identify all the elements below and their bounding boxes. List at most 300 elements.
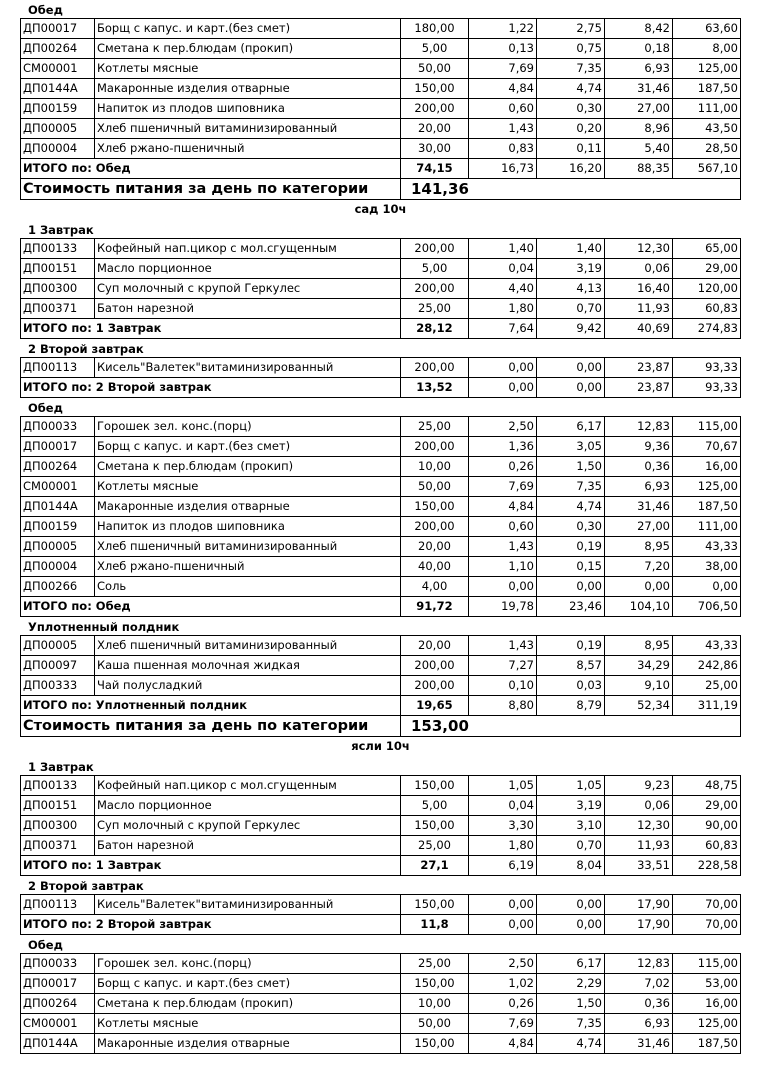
dish-protein: 0,83 xyxy=(469,139,537,159)
total-label: ИТОГО по: Обед xyxy=(21,159,401,179)
dish-qty: 20,00 xyxy=(401,119,469,139)
dish-row xyxy=(21,517,741,537)
total-label: ИТОГО по: Уплотненный полдник xyxy=(21,696,401,716)
dish-kcal: 65,00 xyxy=(673,239,741,259)
dish-fat: 4,74 xyxy=(537,1034,605,1054)
dish-carbs: 12,83 xyxy=(605,954,673,974)
meal-table xyxy=(20,894,741,935)
dish-code: ДП00004 xyxy=(21,557,95,577)
total-kcal: 70,00 xyxy=(673,915,741,935)
dish-fat: 8,57 xyxy=(537,656,605,676)
dish-kcal: 16,00 xyxy=(673,994,741,1014)
dish-code: ДП00264 xyxy=(21,39,95,59)
total-fat: 8,04 xyxy=(537,856,605,876)
dish-code: ДП00151 xyxy=(21,796,95,816)
dish-protein: 1,05 xyxy=(469,776,537,796)
dish-name: Батон нарезной xyxy=(95,836,401,856)
dish-fat: 3,10 xyxy=(537,816,605,836)
dish-carbs: 12,30 xyxy=(605,816,673,836)
dish-code: ДП00005 xyxy=(21,537,95,557)
dish-qty: 50,00 xyxy=(401,59,469,79)
dish-kcal: 115,00 xyxy=(673,954,741,974)
dish-protein: 0,04 xyxy=(469,259,537,279)
dish-carbs: 0,36 xyxy=(605,994,673,1014)
dish-row xyxy=(21,676,741,696)
day-cost-value: 141,36 xyxy=(401,179,741,200)
dish-name: Котлеты мясные xyxy=(95,477,401,497)
dish-code: ДП00264 xyxy=(21,994,95,1014)
total-label: ИТОГО по: 2 Второй завтрак xyxy=(21,915,401,935)
dish-protein: 0,00 xyxy=(469,577,537,597)
dish-carbs: 34,29 xyxy=(605,656,673,676)
dish-code: ДП00300 xyxy=(21,279,95,299)
dish-row xyxy=(21,1034,741,1054)
dish-qty: 200,00 xyxy=(401,358,469,378)
menu-report xyxy=(20,0,741,1054)
total-qty: 13,52 xyxy=(401,378,469,398)
dish-qty: 5,00 xyxy=(401,39,469,59)
dish-protein: 0,10 xyxy=(469,676,537,696)
dish-qty: 200,00 xyxy=(401,279,469,299)
dish-qty: 200,00 xyxy=(401,239,469,259)
dish-carbs: 9,36 xyxy=(605,437,673,457)
dish-fat: 2,29 xyxy=(537,974,605,994)
dish-name: Макаронные изделия отварные xyxy=(95,497,401,517)
dish-name: Соль xyxy=(95,577,401,597)
dish-qty: 10,00 xyxy=(401,457,469,477)
dish-qty: 200,00 xyxy=(401,656,469,676)
dish-name: Борщ с капус. и карт.(без смет) xyxy=(95,974,401,994)
dish-carbs: 5,40 xyxy=(605,139,673,159)
dish-qty: 4,00 xyxy=(401,577,469,597)
total-label: ИТОГО по: 1 Завтрак xyxy=(21,319,401,339)
dish-code: СМ00001 xyxy=(21,59,95,79)
dish-protein: 2,50 xyxy=(469,417,537,437)
dish-fat: 1,40 xyxy=(537,239,605,259)
dish-name: Кисель"Валетек"витаминизированный xyxy=(95,895,401,915)
dish-row xyxy=(21,259,741,279)
dish-carbs: 7,20 xyxy=(605,557,673,577)
dish-fat: 0,70 xyxy=(537,299,605,319)
dish-carbs: 11,93 xyxy=(605,836,673,856)
dish-row xyxy=(21,99,741,119)
meal-section-title: 1 Завтрак xyxy=(28,223,94,237)
dish-name: Горошек зел. конс.(порц) xyxy=(95,417,401,437)
dish-code: ДП00300 xyxy=(21,816,95,836)
dish-name: Масло порционное xyxy=(95,796,401,816)
total-protein: 19,78 xyxy=(469,597,537,617)
total-protein: 8,80 xyxy=(469,696,537,716)
total-kcal: 93,33 xyxy=(673,378,741,398)
total-protein: 6,19 xyxy=(469,856,537,876)
dish-name: Хлеб ржано-пшеничный xyxy=(95,139,401,159)
dish-kcal: 25,00 xyxy=(673,676,741,696)
day-cost-value: 153,00 xyxy=(401,716,741,737)
dish-kcal: 48,75 xyxy=(673,776,741,796)
total-kcal: 311,19 xyxy=(673,696,741,716)
dish-qty: 150,00 xyxy=(401,776,469,796)
dish-kcal: 8,00 xyxy=(673,39,741,59)
dish-protein: 1,80 xyxy=(469,299,537,319)
dish-name: Котлеты мясные xyxy=(95,1014,401,1034)
dish-qty: 200,00 xyxy=(401,99,469,119)
dish-fat: 0,30 xyxy=(537,99,605,119)
dish-row xyxy=(21,279,741,299)
total-protein: 0,00 xyxy=(469,378,537,398)
category-title: сад 10ч xyxy=(354,202,407,216)
dish-kcal: 70,67 xyxy=(673,437,741,457)
dish-protein: 7,69 xyxy=(469,59,537,79)
dish-name: Напиток из плодов шиповника xyxy=(95,517,401,537)
dish-kcal: 63,60 xyxy=(673,19,741,39)
section-total-row xyxy=(21,378,741,398)
dish-carbs: 23,87 xyxy=(605,358,673,378)
dish-qty: 25,00 xyxy=(401,299,469,319)
dish-name: Борщ с капус. и карт.(без смет) xyxy=(95,19,401,39)
dish-protein: 1,43 xyxy=(469,119,537,139)
dish-kcal: 125,00 xyxy=(673,59,741,79)
dish-kcal: 16,00 xyxy=(673,457,741,477)
dish-name: Напиток из плодов шиповника xyxy=(95,99,401,119)
dish-carbs: 6,93 xyxy=(605,59,673,79)
dish-carbs: 7,02 xyxy=(605,974,673,994)
meal-table xyxy=(20,953,741,1054)
dish-name: Борщ с капус. и карт.(без смет) xyxy=(95,437,401,457)
dish-code: ДП00017 xyxy=(21,437,95,457)
dish-code: ДП00005 xyxy=(21,636,95,656)
dish-kcal: 29,00 xyxy=(673,796,741,816)
dish-row xyxy=(21,299,741,319)
dish-fat: 4,13 xyxy=(537,279,605,299)
total-carbs: 17,90 xyxy=(605,915,673,935)
dish-kcal: 43,33 xyxy=(673,636,741,656)
dish-protein: 0,00 xyxy=(469,358,537,378)
dish-carbs: 0,18 xyxy=(605,39,673,59)
dish-code: ДП00033 xyxy=(21,417,95,437)
total-carbs: 88,35 xyxy=(605,159,673,179)
dish-kcal: 187,50 xyxy=(673,497,741,517)
total-label: ИТОГО по: 2 Второй завтрак xyxy=(21,378,401,398)
dish-protein: 4,84 xyxy=(469,497,537,517)
section-total-row xyxy=(21,696,741,716)
dish-row xyxy=(21,497,741,517)
total-qty: 74,15 xyxy=(401,159,469,179)
dish-carbs: 8,96 xyxy=(605,119,673,139)
dish-protein: 1,43 xyxy=(469,636,537,656)
dish-fat: 1,05 xyxy=(537,776,605,796)
dish-carbs: 8,42 xyxy=(605,19,673,39)
dish-code: ДП00264 xyxy=(21,457,95,477)
dish-carbs: 27,00 xyxy=(605,517,673,537)
dish-protein: 0,26 xyxy=(469,994,537,1014)
dish-row xyxy=(21,656,741,676)
dish-row xyxy=(21,577,741,597)
dish-protein: 1,43 xyxy=(469,537,537,557)
dish-fat: 4,74 xyxy=(537,497,605,517)
section-total-row xyxy=(21,159,741,179)
dish-fat: 0,15 xyxy=(537,557,605,577)
total-kcal: 706,50 xyxy=(673,597,741,617)
total-fat: 8,79 xyxy=(537,696,605,716)
dish-kcal: 60,83 xyxy=(673,299,741,319)
dish-name: Суп молочный с крупой Геркулес xyxy=(95,816,401,836)
dish-fat: 3,19 xyxy=(537,796,605,816)
dish-kcal: 29,00 xyxy=(673,259,741,279)
dish-protein: 1,02 xyxy=(469,974,537,994)
meal-table xyxy=(20,635,741,737)
dish-row xyxy=(21,836,741,856)
dish-row xyxy=(21,636,741,656)
dish-fat: 0,03 xyxy=(537,676,605,696)
dish-name: Хлеб пшеничный витаминизированный xyxy=(95,537,401,557)
dish-kcal: 28,50 xyxy=(673,139,741,159)
dish-protein: 0,60 xyxy=(469,99,537,119)
total-carbs: 40,69 xyxy=(605,319,673,339)
dish-carbs: 9,23 xyxy=(605,776,673,796)
total-qty: 19,65 xyxy=(401,696,469,716)
total-carbs: 23,87 xyxy=(605,378,673,398)
dish-carbs: 0,06 xyxy=(605,259,673,279)
dish-row xyxy=(21,776,741,796)
dish-fat: 0,00 xyxy=(537,577,605,597)
dish-carbs: 11,93 xyxy=(605,299,673,319)
section-total-row xyxy=(21,915,741,935)
dish-name: Хлеб ржано-пшеничный xyxy=(95,557,401,577)
section-total-row xyxy=(21,597,741,617)
dish-row xyxy=(21,816,741,836)
dish-kcal: 60,83 xyxy=(673,836,741,856)
dish-code: ДП0144А xyxy=(21,1034,95,1054)
dish-row xyxy=(21,437,741,457)
dish-kcal: 90,00 xyxy=(673,816,741,836)
dish-kcal: 53,00 xyxy=(673,974,741,994)
meal-section-title: Обед xyxy=(28,401,63,415)
total-carbs: 33,51 xyxy=(605,856,673,876)
dish-row xyxy=(21,895,741,915)
dish-qty: 150,00 xyxy=(401,497,469,517)
meal-table xyxy=(20,238,741,339)
dish-protein: 4,84 xyxy=(469,79,537,99)
dish-protein: 7,69 xyxy=(469,477,537,497)
dish-code: ДП00033 xyxy=(21,954,95,974)
dish-kcal: 111,00 xyxy=(673,517,741,537)
dish-row xyxy=(21,974,741,994)
dish-fat: 3,19 xyxy=(537,259,605,279)
dish-fat: 6,17 xyxy=(537,954,605,974)
total-fat: 0,00 xyxy=(537,378,605,398)
dish-code: ДП00005 xyxy=(21,119,95,139)
dish-carbs: 8,95 xyxy=(605,636,673,656)
dish-row xyxy=(21,557,741,577)
dish-kcal: 115,00 xyxy=(673,417,741,437)
dish-protein: 3,30 xyxy=(469,816,537,836)
dish-fat: 0,19 xyxy=(537,636,605,656)
dish-kcal: 70,00 xyxy=(673,895,741,915)
dish-fat: 0,20 xyxy=(537,119,605,139)
total-qty: 27,1 xyxy=(401,856,469,876)
dish-qty: 10,00 xyxy=(401,994,469,1014)
dish-row xyxy=(21,417,741,437)
day-cost-row xyxy=(21,716,741,737)
total-fat: 16,20 xyxy=(537,159,605,179)
dish-qty: 150,00 xyxy=(401,974,469,994)
dish-qty: 40,00 xyxy=(401,557,469,577)
dish-protein: 1,80 xyxy=(469,836,537,856)
dish-row xyxy=(21,119,741,139)
dish-carbs: 27,00 xyxy=(605,99,673,119)
dish-row xyxy=(21,139,741,159)
total-fat: 9,42 xyxy=(537,319,605,339)
dish-row xyxy=(21,1014,741,1034)
dish-code: ДП0144А xyxy=(21,79,95,99)
dish-kcal: 187,50 xyxy=(673,79,741,99)
day-cost-row xyxy=(21,179,741,200)
total-label: ИТОГО по: 1 Завтрак xyxy=(21,856,401,876)
dish-fat: 0,00 xyxy=(537,358,605,378)
dish-qty: 5,00 xyxy=(401,796,469,816)
meal-table xyxy=(20,357,741,398)
dish-protein: 0,60 xyxy=(469,517,537,537)
dish-protein: 7,27 xyxy=(469,656,537,676)
dish-protein: 0,00 xyxy=(469,895,537,915)
total-protein: 16,73 xyxy=(469,159,537,179)
dish-protein: 1,36 xyxy=(469,437,537,457)
dish-fat: 6,17 xyxy=(537,417,605,437)
dish-row xyxy=(21,537,741,557)
dish-code: ДП00113 xyxy=(21,895,95,915)
meal-section-title: 1 Завтрак xyxy=(28,760,94,774)
total-fat: 23,46 xyxy=(537,597,605,617)
dish-row xyxy=(21,79,741,99)
dish-row xyxy=(21,796,741,816)
dish-qty: 5,00 xyxy=(401,259,469,279)
dish-fat: 7,35 xyxy=(537,477,605,497)
dish-kcal: 242,86 xyxy=(673,656,741,676)
dish-name: Сметана к пер.блюдам (прокип) xyxy=(95,457,401,477)
dish-code: ДП00151 xyxy=(21,259,95,279)
dish-name: Котлеты мясные xyxy=(95,59,401,79)
dish-fat: 7,35 xyxy=(537,1014,605,1034)
total-protein: 7,64 xyxy=(469,319,537,339)
dish-fat: 0,00 xyxy=(537,895,605,915)
dish-fat: 0,11 xyxy=(537,139,605,159)
dish-protein: 2,50 xyxy=(469,954,537,974)
dish-qty: 25,00 xyxy=(401,417,469,437)
dish-name: Суп молочный с крупой Геркулес xyxy=(95,279,401,299)
total-kcal: 228,58 xyxy=(673,856,741,876)
dish-protein: 4,40 xyxy=(469,279,537,299)
dish-name: Кисель"Валетек"витаминизированный xyxy=(95,358,401,378)
dish-name: Хлеб пшеничный витаминизированный xyxy=(95,636,401,656)
dish-qty: 150,00 xyxy=(401,1034,469,1054)
dish-qty: 200,00 xyxy=(401,437,469,457)
dish-row xyxy=(21,39,741,59)
dish-code: ДП00017 xyxy=(21,19,95,39)
dish-carbs: 31,46 xyxy=(605,497,673,517)
dish-code: ДП00159 xyxy=(21,517,95,537)
dish-code: ДП00113 xyxy=(21,358,95,378)
dish-protein: 1,10 xyxy=(469,557,537,577)
dish-code: ДП00017 xyxy=(21,974,95,994)
dish-name: Макаронные изделия отварные xyxy=(95,1034,401,1054)
dish-protein: 1,22 xyxy=(469,19,537,39)
dish-code: ДП00333 xyxy=(21,676,95,696)
total-qty: 91,72 xyxy=(401,597,469,617)
meal-section-title: 2 Второй завтрак xyxy=(28,879,144,893)
dish-kcal: 187,50 xyxy=(673,1034,741,1054)
dish-name: Сметана к пер.блюдам (прокип) xyxy=(95,39,401,59)
category-title: ясли 10ч xyxy=(351,739,410,753)
dish-qty: 30,00 xyxy=(401,139,469,159)
dish-fat: 4,74 xyxy=(537,79,605,99)
meal-section-title: Обед xyxy=(28,938,63,952)
dish-row xyxy=(21,994,741,1014)
dish-fat: 0,70 xyxy=(537,836,605,856)
dish-name: Горошек зел. конс.(порц) xyxy=(95,954,401,974)
dish-carbs: 12,30 xyxy=(605,239,673,259)
dish-code: СМ00001 xyxy=(21,477,95,497)
total-carbs: 104,10 xyxy=(605,597,673,617)
dish-name: Каша пшенная молочная жидкая xyxy=(95,656,401,676)
dish-protein: 1,40 xyxy=(469,239,537,259)
dish-code: ДП00266 xyxy=(21,577,95,597)
total-fat: 0,00 xyxy=(537,915,605,935)
dish-code: СМ00001 xyxy=(21,1014,95,1034)
dish-carbs: 9,10 xyxy=(605,676,673,696)
dish-row xyxy=(21,59,741,79)
dish-kcal: 0,00 xyxy=(673,577,741,597)
dish-fat: 7,35 xyxy=(537,59,605,79)
dish-carbs: 0,36 xyxy=(605,457,673,477)
total-kcal: 274,83 xyxy=(673,319,741,339)
total-protein: 0,00 xyxy=(469,915,537,935)
section-total-row xyxy=(21,319,741,339)
dish-fat: 1,50 xyxy=(537,994,605,1014)
meal-table xyxy=(20,775,741,876)
dish-protein: 0,13 xyxy=(469,39,537,59)
dish-qty: 20,00 xyxy=(401,537,469,557)
dish-qty: 150,00 xyxy=(401,79,469,99)
dish-code: ДП00004 xyxy=(21,139,95,159)
dish-protein: 7,69 xyxy=(469,1014,537,1034)
dish-name: Сметана к пер.блюдам (прокип) xyxy=(95,994,401,1014)
dish-carbs: 12,83 xyxy=(605,417,673,437)
total-kcal: 567,10 xyxy=(673,159,741,179)
dish-row xyxy=(21,477,741,497)
dish-code: ДП00097 xyxy=(21,656,95,676)
dish-qty: 25,00 xyxy=(401,954,469,974)
dish-qty: 50,00 xyxy=(401,1014,469,1034)
dish-carbs: 0,06 xyxy=(605,796,673,816)
dish-fat: 0,75 xyxy=(537,39,605,59)
dish-protein: 0,26 xyxy=(469,457,537,477)
dish-code: ДП00159 xyxy=(21,99,95,119)
meal-section-title: Обед xyxy=(28,3,63,17)
meal-table xyxy=(20,416,741,617)
dish-name: Кофейный нап.цикор с мол.сгущенным xyxy=(95,239,401,259)
dish-code: ДП00133 xyxy=(21,239,95,259)
dish-protein: 0,04 xyxy=(469,796,537,816)
dish-fat: 1,50 xyxy=(537,457,605,477)
dish-kcal: 125,00 xyxy=(673,477,741,497)
dish-carbs: 31,46 xyxy=(605,79,673,99)
dish-carbs: 16,40 xyxy=(605,279,673,299)
dish-code: ДП00371 xyxy=(21,299,95,319)
dish-qty: 200,00 xyxy=(401,676,469,696)
dish-row xyxy=(21,19,741,39)
dish-name: Батон нарезной xyxy=(95,299,401,319)
dish-row xyxy=(21,954,741,974)
